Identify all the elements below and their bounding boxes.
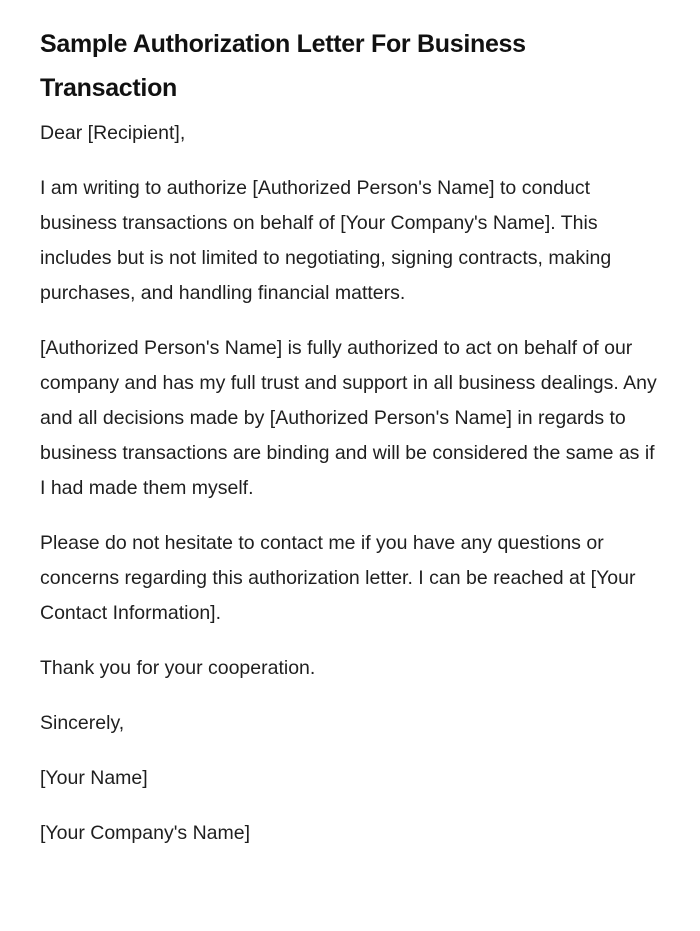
signer-name: [Your Name]: [40, 767, 148, 789]
letter-title: Sample Authorization Letter For Business Transaction: [40, 30, 526, 102]
signer-company: [Your Company's Name]: [40, 822, 251, 844]
body-paragraph-contact: Please do not hesitate to contact me if you have any questions or concerns regarding this authorization letter. I can be reached at [Your Contact Information].: [40, 532, 636, 624]
body-paragraph-scope: [Authorized Person's Name] is fully authorized to act on behalf of our company and has my full trust and support in all business dealings. Any and all decisions made by [Authorized Person's Name] in regards to business transactions are binding and will be considered the same as if I had made them myself.: [40, 337, 657, 499]
salutation: Dear [Recipient],: [40, 122, 186, 144]
thanks-line: Thank you for your cooperation.: [40, 657, 316, 679]
closing-line: Sincerely,: [40, 712, 125, 734]
body-paragraph-authorization: I am writing to authorize [Authorized Person's Name] to conduct business transactions on behalf of [Your Company's Name]. This includes but is not limited to negotiating, signing contracts, making purchases, and handling financial matters.: [40, 177, 612, 304]
